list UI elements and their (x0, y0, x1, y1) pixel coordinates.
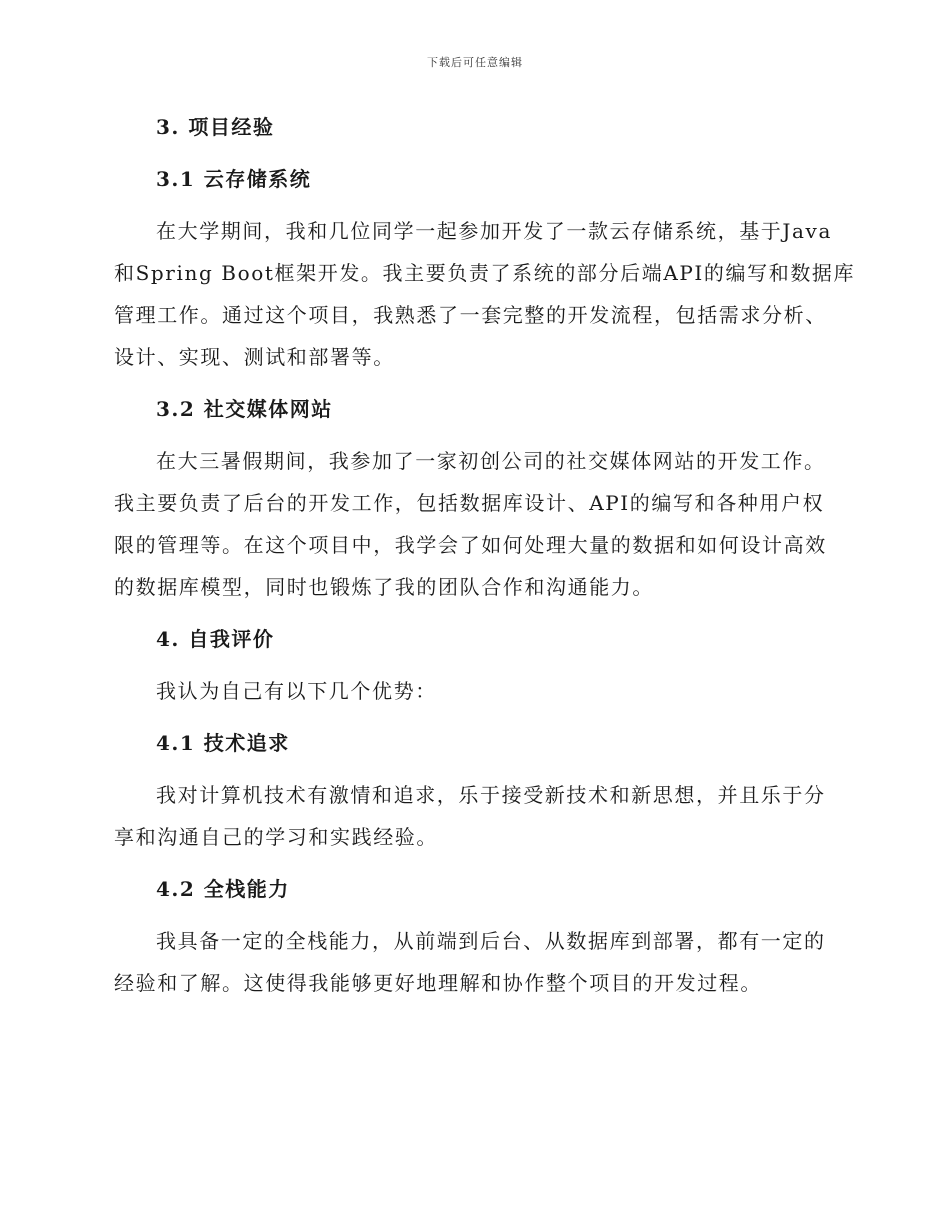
section-heading-3-1: 3.1 云存储系统 (156, 167, 312, 191)
paragraph-4 (114, 670, 830, 712)
paragraph-3-2 (114, 440, 830, 608)
paragraph-line: 享和沟通自己的学习和实践经验。 (114, 825, 438, 849)
paragraph-line: 限的管理等。在这个项目中，我学会了如何处理大量的数据和如何设计高效 (114, 533, 827, 557)
section-heading-3-2: 3.2 社交媒体网站 (156, 397, 333, 421)
header-note: 下载后可任意编辑 (427, 56, 523, 69)
paragraph-line: 的数据库模型，同时也锻炼了我的团队合作和沟通能力。 (114, 575, 654, 599)
section-heading-4-2: 4.2 全栈能力 (156, 877, 290, 901)
paragraph-line: 在大三暑假期间，我参加了一家初创公司的社交媒体网站的开发工作。 (156, 449, 826, 473)
document-content (114, 106, 856, 1014)
paragraph-line: 经验和了解。这使得我能够更好地理解和协作整个项目的开发过程。 (114, 971, 762, 995)
paragraph-line: 和Spring Boot框架开发。我主要负责了系统的部分后端API的编写和数据库 (114, 261, 856, 285)
paragraph-line: 我具备一定的全栈能力，从前端到后台、从数据库到部署，都有一定的 (156, 929, 826, 953)
paragraph-line: 我主要负责了后台的开发工作，包括数据库设计、API的编写和各种用户权 (114, 491, 825, 515)
paragraph-line: 我认为自己有以下几个优势： (156, 679, 437, 703)
section-heading-3: 3. 项目经验 (156, 115, 275, 139)
section-heading-4-1: 4.1 技术追求 (156, 731, 290, 755)
paragraph-line: 管理工作。通过这个项目，我熟悉了一套完整的开发流程，包括需求分析、 (114, 303, 827, 327)
paragraph-line: 我对计算机技术有激情和追求，乐于接受新技术和新思想，并且乐于分 (156, 783, 826, 807)
paragraph-4-1 (114, 774, 830, 858)
paragraph-4-2 (114, 920, 830, 1004)
paragraph-3-1 (114, 210, 856, 378)
paragraph-line: 设计、实现、测试和部署等。 (114, 345, 395, 369)
paragraph-line: 在大学期间，我和几位同学一起参加开发了一款云存储系统，基于Java (156, 219, 832, 243)
section-heading-4: 4. 自我评价 (156, 627, 275, 651)
